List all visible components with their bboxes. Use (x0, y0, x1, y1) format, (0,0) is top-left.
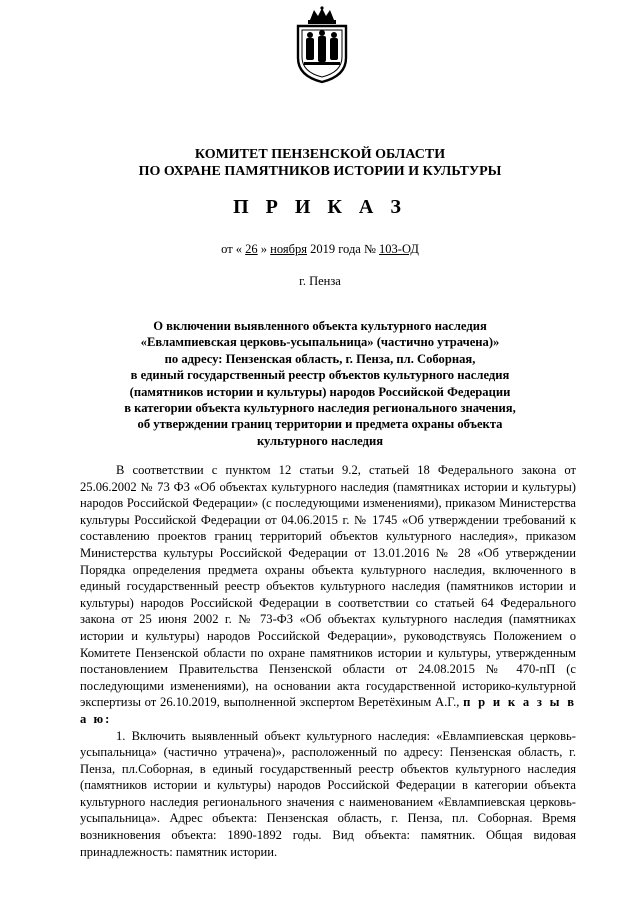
subject-line: в единый государственный реестр объектов культурного наследия (130, 368, 510, 383)
order-title: П Р И К А З (233, 196, 407, 218)
order-command: п р и к а з ы в а ю: (80, 695, 576, 726)
subject-line: (памятников истории и культуры) народов Российской Федерации (129, 384, 511, 399)
order-prefix: от « (221, 242, 243, 256)
subject-line: «Евлампиевская церковь-усыпальница» (частично утрачена)» (140, 335, 500, 350)
committee-line-2: ПО ОХРАНЕ ПАМЯТНИКОВ ИСТОРИИ И КУЛЬТУРЫ (138, 164, 502, 179)
subject-line: в категории объекта культурного наследия регионального значения, (124, 401, 516, 416)
preamble-text: В соответствии с пунктом 12 статьи 9.2, статьей 18 Федерального закона от 25.06.2002 № 73 ФЗ «Об объектах культурного наследия (памятниках истории и культуры) народов Российской Федерации» (с последующими изменениями), приказом Министерства культуры Российской Федерации от 04.06.2015 г. № 1745 «Об утверждении требований к составлению проектов границ территорий объектов культурного наследия», приказом Министерства культуры Российской Федерации от 13.01.2016 № 28 «Об утверждении Порядка определения предмета охраны объекта культурного наследия, включенного в единый государственный реестр объектов культурного наследия (памятников истории и культуры) народов Российской Федерации в соответствии со статьей 64 Федерального закона от 25 июня 2002 г. № 73-ФЗ «Об объектах культурного наследия (памятниках истории и культуры) народов Российской Федерации», руководствуясь Положением о Комитете Пензенской области по охране памятников истории и культуры, утвержденным постановлением Правительства Пензенской области от 24.08.2015 № 470-пП (с последующими изменениями), на основании акта государственной историко-культурной экспертизы от 26.10.2019, выполненной экспертом Веретёхиным А.Г., (80, 463, 576, 710)
subject-line: по адресу: Пензенская область, г. Пенза, пл. Соборная, (164, 351, 476, 366)
subject-line: об утверждении границ территории и предмета охраны объекта (137, 417, 503, 432)
committee-line-1: КОМИТЕТ ПЕНЗЕНСКОЙ ОБЛАСТИ (194, 147, 446, 162)
committee-name (0, 146, 640, 180)
order-month: ноября (270, 242, 307, 256)
subject-line: культурного наследия (256, 433, 384, 448)
order-body (80, 462, 576, 860)
order-mid-2: 2019 года № (306, 242, 380, 256)
subject-line: О включении выявленного объекта культурного наследия (153, 319, 487, 333)
order-city: г. Пенза (299, 274, 341, 288)
order-number: 103-ОД (379, 242, 419, 256)
clause-1-paragraph: 1. Включить выявленный объект культурного наследия: «Евлампиевская церковь-усыпальница» (частично утрачена)», расположенный по адресу: Пензенская область, г. Пенза, пл.Соборная, в единый государственный реестр объектов культурного наследия (памятников истории и культуры) народов Российской Федерации в категории объекта культурного наследия регионального значения с наименованием «Евлампиевская церковь-усыпальница». Адрес объекта: Пензенская область, г. Пенза, пл. Соборная. Время возникновения объекта: 1890-1892 годы. Вид объекта: памятник. Общая видовая принадлежность: памятник истории. (80, 728, 576, 859)
order-day: 26 (245, 242, 258, 256)
preamble-paragraph (80, 462, 576, 728)
order-date-number (0, 242, 640, 257)
order-mid-1: » (260, 242, 271, 256)
coat-of-arms-emblem (290, 6, 354, 84)
order-subject (90, 318, 550, 449)
